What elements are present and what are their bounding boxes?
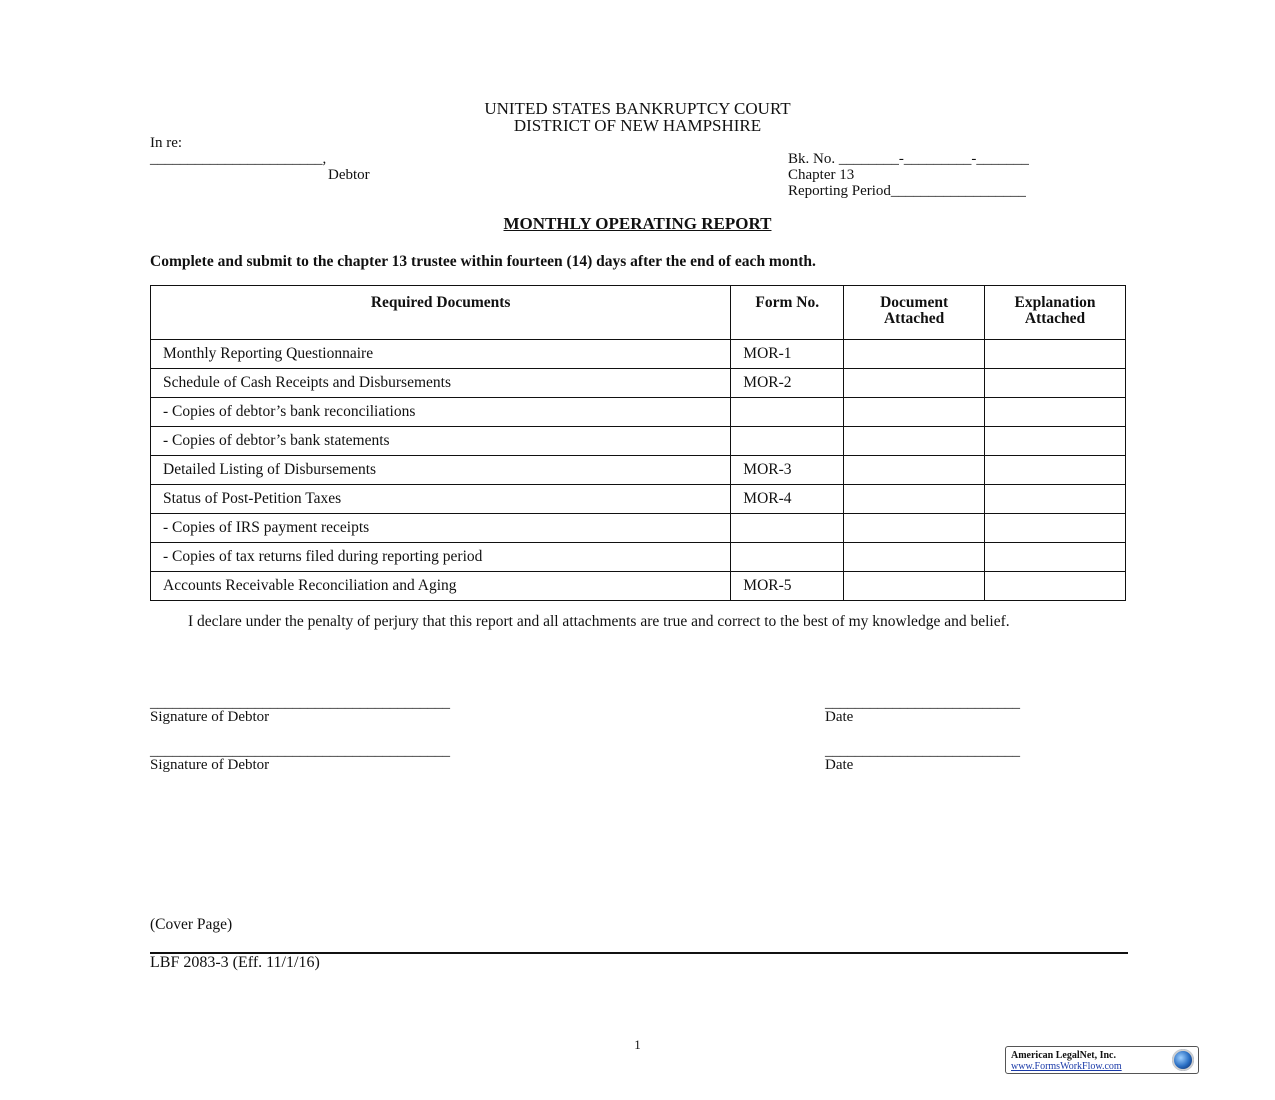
explanation-attached-cell[interactable] <box>985 340 1126 369</box>
cover-page-label: (Cover Page) <box>150 916 233 933</box>
document-name: - Copies of debtor’s bank statements <box>151 427 731 456</box>
table-row <box>151 485 1126 514</box>
table-row <box>151 456 1126 485</box>
table-row <box>151 340 1126 369</box>
table-header-row <box>151 286 1126 340</box>
table-row <box>151 427 1126 456</box>
required-documents-table <box>150 285 1126 601</box>
debtor-name-field[interactable]: _______________________, <box>150 151 327 167</box>
document-attached-cell[interactable] <box>844 456 985 485</box>
debtor-label: Debtor <box>328 167 370 183</box>
in-re-label: In re: <box>150 135 183 151</box>
explanation-attached-cell[interactable] <box>985 398 1126 427</box>
document-name: Status of Post-Petition Taxes <box>151 485 731 514</box>
document-name: - Copies of tax returns filed during reporting period <box>151 543 731 572</box>
logo-website-link[interactable]: www.FormsWorkFlow.com <box>1011 1061 1122 1072</box>
bankruptcy-number-field[interactable]: Bk. No. ________-_________-_______ <box>788 151 1029 167</box>
document-attached-cell[interactable] <box>844 543 985 572</box>
date-label-2: Date <box>825 757 854 773</box>
form-number <box>731 543 844 572</box>
header-required-documents: Required Documents <box>151 286 731 340</box>
form-number: MOR-1 <box>731 340 844 369</box>
table-row <box>151 543 1126 572</box>
form-number: MOR-2 <box>731 369 844 398</box>
document-attached-cell[interactable] <box>844 427 985 456</box>
signature-line-2[interactable]: ________________________________________ <box>150 743 450 759</box>
date-label-1: Date <box>825 709 854 725</box>
form-number <box>731 427 844 456</box>
american-legalnet-logo[interactable] <box>1005 1046 1199 1074</box>
form-number <box>731 514 844 543</box>
explanation-attached-cell[interactable] <box>985 369 1126 398</box>
document-attached-cell[interactable] <box>844 572 985 601</box>
header-explanation-attached-line2: Attached <box>1024 310 1086 327</box>
chapter-label: Chapter 13 <box>788 167 855 183</box>
header-document-attached-line1: Document <box>880 294 949 311</box>
court-district: DISTRICT OF NEW HAMPSHIRE <box>513 116 762 135</box>
header-document-attached-line2: Attached <box>883 310 945 327</box>
document-attached-cell[interactable] <box>844 514 985 543</box>
header-form-no: Form No. <box>731 286 844 340</box>
form-identifier: LBF 2083-3 (Eff. 11/1/16) <box>150 954 320 971</box>
document-name: - Copies of debtor’s bank reconciliations <box>151 398 731 427</box>
form-number <box>731 398 844 427</box>
document-attached-cell[interactable] <box>844 369 985 398</box>
date-line-1[interactable]: __________________________ <box>825 695 1020 711</box>
document-attached-cell[interactable] <box>844 398 985 427</box>
table-row <box>151 398 1126 427</box>
header-document-attached <box>844 286 985 340</box>
globe-icon <box>1172 1049 1194 1071</box>
document-name: Accounts Receivable Reconciliation and Aging <box>151 572 731 601</box>
explanation-attached-cell[interactable] <box>985 485 1126 514</box>
signature-line-1[interactable]: ________________________________________ <box>150 695 450 711</box>
explanation-attached-cell[interactable] <box>985 456 1126 485</box>
table-row <box>151 514 1126 543</box>
form-number: MOR-5 <box>731 572 844 601</box>
document-attached-cell[interactable] <box>844 340 985 369</box>
table-row <box>151 572 1126 601</box>
page-number: 1 <box>634 1037 641 1052</box>
header-explanation-attached-line1: Explanation <box>1014 294 1096 311</box>
explanation-attached-cell[interactable] <box>985 514 1126 543</box>
declaration-text: I declare under the penalty of perjury that this report and all attachments are true and correct to the best of my knowledge and belief. <box>188 613 1010 630</box>
court-name: UNITED STATES BANKRUPTCY COURT <box>484 99 791 118</box>
signature-label-2: Signature of Debtor <box>150 757 270 773</box>
logo-company-name: American LegalNet, Inc. <box>1011 1050 1116 1061</box>
form-number: MOR-4 <box>731 485 844 514</box>
document-attached-cell[interactable] <box>844 485 985 514</box>
table-row <box>151 369 1126 398</box>
explanation-attached-cell[interactable] <box>985 427 1126 456</box>
explanation-attached-cell[interactable] <box>985 572 1126 601</box>
document-name: Monthly Reporting Questionnaire <box>151 340 731 369</box>
explanation-attached-cell[interactable] <box>985 543 1126 572</box>
report-title: MONTHLY OPERATING REPORT <box>503 214 772 233</box>
instruction-text: Complete and submit to the chapter 13 trustee within fourteen (14) days after the end of each month. <box>150 253 816 270</box>
form-number: MOR-3 <box>731 456 844 485</box>
header-explanation-attached <box>985 286 1126 340</box>
document-name: Schedule of Cash Receipts and Disbursements <box>151 369 731 398</box>
document-name: - Copies of IRS payment receipts <box>151 514 731 543</box>
signature-label-1: Signature of Debtor <box>150 709 270 725</box>
date-line-2[interactable]: __________________________ <box>825 743 1020 759</box>
document-name: Detailed Listing of Disbursements <box>151 456 731 485</box>
reporting-period-field[interactable]: Reporting Period__________________ <box>788 183 1026 199</box>
